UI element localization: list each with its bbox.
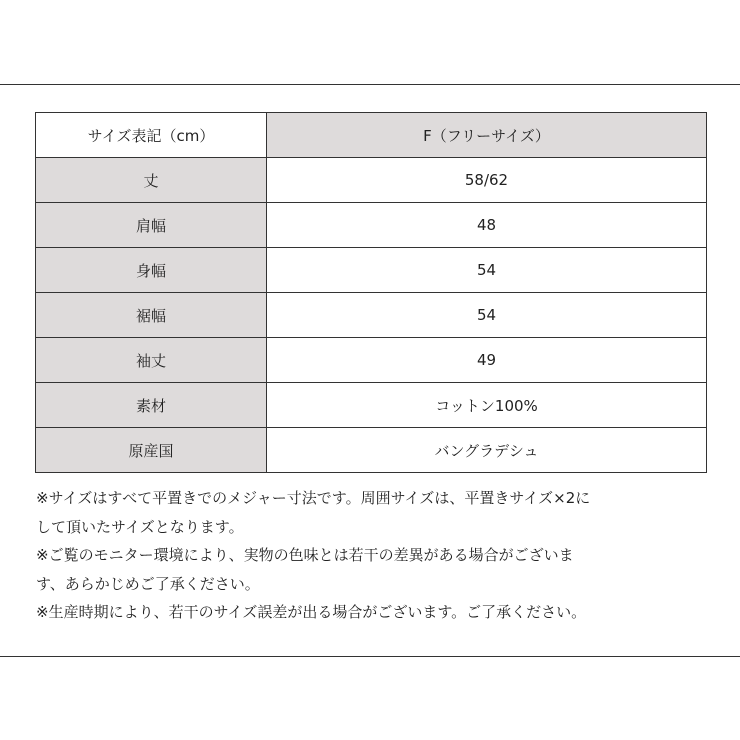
note-line: す、あらかじめご了承ください。 <box>36 574 260 593</box>
row-value: 58/62 <box>267 158 707 203</box>
row-value: バングラデシュ <box>267 428 707 473</box>
note-line: ※サイズはすべて平置きでのメジャー寸法です。周囲サイズは、平置きサイズ×2に <box>36 489 591 507</box>
row-label: 裾幅 <box>36 293 267 338</box>
table-row <box>36 248 707 293</box>
row-value: コットン100% <box>267 383 707 428</box>
row-label: 身幅 <box>36 248 267 293</box>
table-row <box>36 428 707 473</box>
table-header-row <box>36 113 707 158</box>
row-label: 袖丈 <box>36 338 267 383</box>
table-row <box>36 293 707 338</box>
row-value: 48 <box>267 203 707 248</box>
note-line: して頂いたサイズとなります。 <box>36 517 244 536</box>
size-label-header: サイズ表記（cm） <box>36 113 267 158</box>
note-line: ※生産時期により、若干のサイズ誤差が出る場合がございます。ご了承ください。 <box>36 603 587 621</box>
notes <box>36 484 716 627</box>
table-row <box>36 383 707 428</box>
row-label: 素材 <box>36 383 267 428</box>
row-value: 49 <box>267 338 707 383</box>
table-row <box>36 203 707 248</box>
table-row <box>36 158 707 203</box>
row-value: 54 <box>267 293 707 338</box>
row-label: 原産国 <box>36 428 267 473</box>
size-value-header: F（フリーサイズ） <box>267 113 707 158</box>
note-line: ※ご覧のモニター環境により、実物の色味とは若干の差異がある場合がございま <box>36 546 574 564</box>
row-value: 54 <box>267 248 707 293</box>
row-label: 丈 <box>36 158 267 203</box>
row-label: 肩幅 <box>36 203 267 248</box>
table-row <box>36 338 707 383</box>
size-table <box>35 112 707 473</box>
